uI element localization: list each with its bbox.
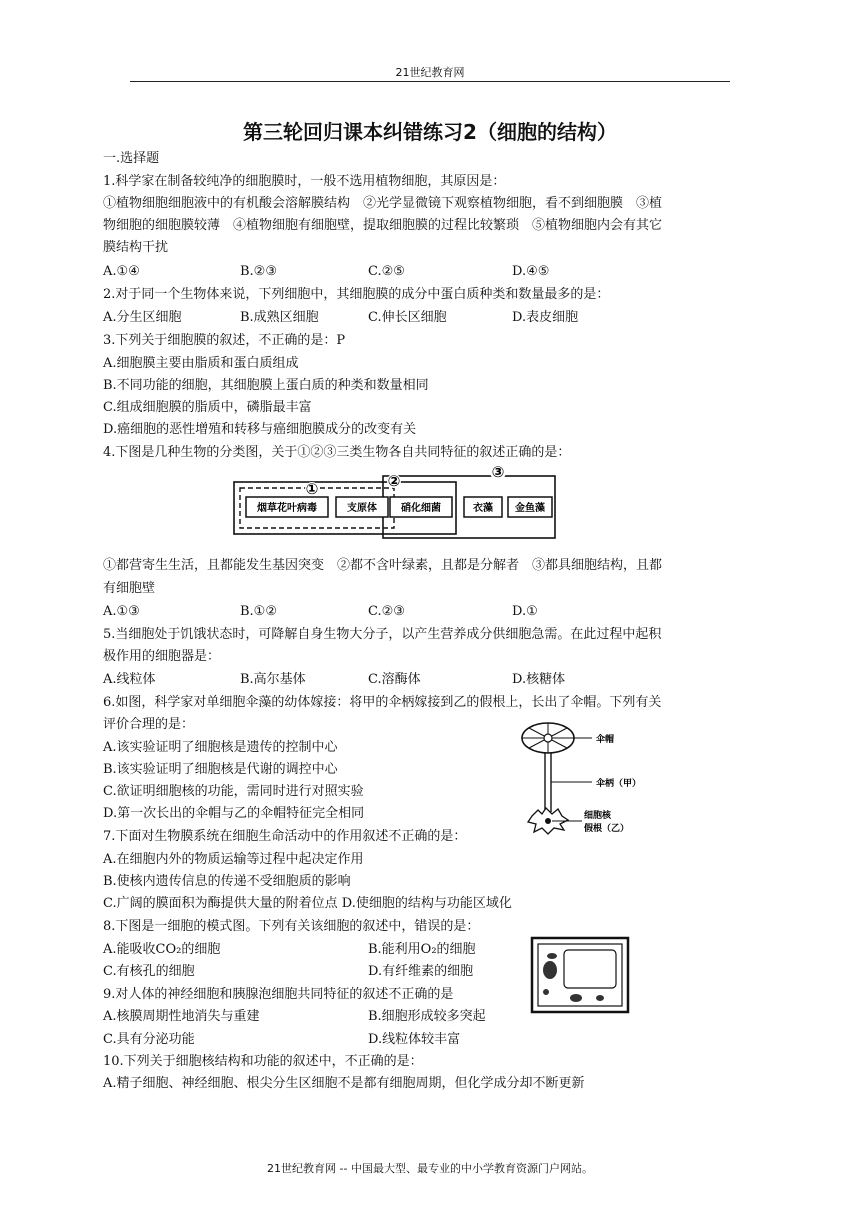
q8-option-d: D.有纤维素的细胞 — [368, 964, 474, 979]
q9-option-a: A.核膜周期性地消失与重建 — [103, 1009, 260, 1024]
q3-stem: 3.下列关于细胞膜的叙述，不正确的是：P — [103, 333, 346, 348]
section-heading: 一.选择题 — [103, 151, 160, 166]
q7-option-a: A.在细胞内外的物质运输等过程中起决定作用 — [103, 852, 364, 867]
q7-option-b: B.使核内遗传信息的传递不受细胞质的影响 — [103, 874, 351, 889]
q9-option-c: C.具有分泌功能 — [103, 1032, 195, 1047]
q8-option-a: A.能吸收CO₂的细胞 — [103, 942, 221, 957]
q4-option-a: A.①③ — [103, 604, 140, 619]
q9-option-b: B.细胞形成较多突起 — [368, 1009, 486, 1024]
label-rhizoid: 假根（乙） — [584, 824, 630, 834]
q4-option-b: B.①② — [240, 604, 277, 619]
q6-option-c: C.欲证明细胞核的功能，需同时进行对照实验 — [103, 784, 364, 799]
q1-option-b: B.②③ — [240, 264, 277, 279]
q9-stem: 9.对人体的神经细胞和胰腺泡细胞共同特征的叙述不正确的是 — [103, 987, 454, 1002]
acetabularia-figure — [512, 716, 672, 838]
q5-stem: 5.当细胞处于饥饿状态时，可降解自身生物大分子，以产生营养成分供细胞急需。在此过程中起积 — [103, 627, 662, 642]
marker-1: ① — [305, 480, 319, 498]
q2-option-d: D.表皮细胞 — [512, 310, 579, 325]
q1-option-c: C.②⑤ — [368, 264, 405, 279]
acetabularia-svg — [512, 716, 672, 838]
label-stalk: 伞柄（甲） — [596, 779, 642, 789]
organelle-5 — [543, 989, 549, 995]
q3-option-a: A.细胞膜主要由脂质和蛋白质组成 — [103, 356, 299, 371]
q5-line2: 极作用的细胞器是： — [103, 649, 221, 664]
q4-option-d: D.① — [512, 604, 538, 619]
q4-stem: 4.下图是几种生物的分类图，关于①②③三类生物各自共同特征的叙述正确的是： — [103, 445, 571, 460]
page-title: 第三轮回归课本纠错练习2（细胞的结构） — [243, 120, 617, 144]
page-footer: 21世纪教育网 -- 中国最大型、最专业的中小学教育资源门户网站。 — [267, 1162, 593, 1175]
organelle-1 — [543, 961, 557, 979]
q5-option-a: A.线粒体 — [103, 672, 156, 687]
label-nucleus: 细胞核 — [584, 811, 612, 821]
q4-line3: 有细胞壁 — [103, 581, 156, 596]
q1-option-a: A.①④ — [103, 264, 140, 279]
header-divider — [130, 81, 730, 82]
q1-line2: ①植物细胞细胞液中的有机酸会溶解膜结构 ②光学显微镜下观察植物细胞，看不到细胞膜 ③植 — [103, 196, 663, 211]
q1-stem: 1.科学家在制备较纯净的细胞膜时，一般不选用植物细胞，其原因是： — [103, 174, 506, 189]
q4-option-c: C.②③ — [368, 604, 405, 619]
q10-option-a: A.精子细胞、神经细胞、根尖分生区细胞不是都有细胞周期，但化学成分却不断更新 — [103, 1076, 585, 1091]
q10-stem: 10.下列关于细胞核结构和功能的叙述中，不正确的是： — [103, 1054, 423, 1069]
q2-option-b: B.成熟区细胞 — [240, 310, 319, 325]
organelle-4 — [596, 995, 604, 1001]
label-mycoplasma: 支原体 — [347, 503, 377, 514]
q7-stem: 7.下面对生物膜系统在细胞生命活动中的作用叙述不正确的是： — [103, 829, 467, 844]
q2-option-a: A.分生区细胞 — [103, 310, 182, 325]
q1-option-d: D.④⑤ — [512, 264, 550, 279]
q9-option-d: D.线粒体较丰富 — [368, 1032, 461, 1047]
q5-option-d: D.核糖体 — [512, 672, 566, 687]
classification-diagram — [228, 462, 560, 544]
q7-option-cd: C.广阔的膜面积为酶提供大量的附着位点 D.使细胞的结构与功能区域化 — [103, 896, 512, 911]
nucleus-dot — [545, 818, 551, 824]
label-ceratophyllum: 金鱼藻 — [515, 503, 545, 514]
q6-line2: 评价合理的是： — [103, 717, 195, 732]
q6-option-d: D.第一次长出的伞帽与乙的伞帽特征完全相同 — [103, 806, 365, 821]
classification-diagram-svg — [228, 462, 560, 544]
q8-option-c: C.有核孔的细胞 — [103, 964, 195, 979]
q5-option-c: C.溶酶体 — [368, 672, 421, 687]
plant-cell-svg — [530, 936, 630, 1014]
vacuole — [564, 950, 616, 988]
organelle-3 — [570, 994, 582, 1002]
marker-3: ③ — [491, 463, 505, 481]
q3-option-d: D.癌细胞的恶性增殖和转移与癌细胞膜成分的改变有关 — [103, 422, 417, 437]
q2-stem: 2.对于同一个生物体来说，下列细胞中，其细胞膜的成分中蛋白质种类和数量最多的是： — [103, 287, 610, 302]
q3-option-c: C.组成细胞膜的脂质中，磷脂最丰富 — [103, 400, 312, 415]
q6-option-b: B.该实验证明了细胞核是代谢的调控中心 — [103, 762, 338, 777]
q6-stem: 6.如图，科学家对单细胞伞藻的幼体嫁接：将甲的伞柄嫁接到乙的假根上，长出了伞帽。下列有关 — [103, 695, 662, 710]
q8-option-b: B.能利用O₂的细胞 — [368, 942, 476, 957]
label-cap: 伞帽 — [596, 735, 615, 745]
label-nitrifying: 硝化细菌 — [401, 503, 441, 514]
q6-option-a: A.该实验证明了细胞核是遗传的控制中心 — [103, 740, 338, 755]
q8-stem: 8.下图是一细胞的模式图。下列有关该细胞的叙述中，错误的是： — [103, 919, 480, 934]
q3-option-b: B.不同功能的细胞，其细胞膜上蛋白质的种类和数量相同 — [103, 378, 429, 393]
q5-option-b: B.高尔基体 — [240, 672, 306, 687]
organelle-2 — [547, 953, 557, 959]
label-tmv: 烟草花叶病毒 — [257, 503, 317, 514]
q4-line2: ①都营寄生生活，且都能发生基因突变 ②都不含叶绿素，且都是分解者 ③都具细胞结构，且都 — [103, 558, 663, 573]
q1-line4: 膜结构干扰 — [103, 240, 169, 255]
q1-line3: 物细胞的细胞膜较薄 ④植物细胞有细胞壁，提取细胞膜的过程比较繁琐 ⑤植物细胞内会有其它 — [103, 218, 663, 233]
q2-option-c: C.伸长区细胞 — [368, 310, 447, 325]
marker-2: ② — [387, 472, 401, 490]
plant-cell-figure — [530, 936, 630, 1014]
label-chlamydomonas: 衣藻 — [473, 503, 493, 514]
page-header: 21世纪教育网 — [395, 66, 465, 79]
